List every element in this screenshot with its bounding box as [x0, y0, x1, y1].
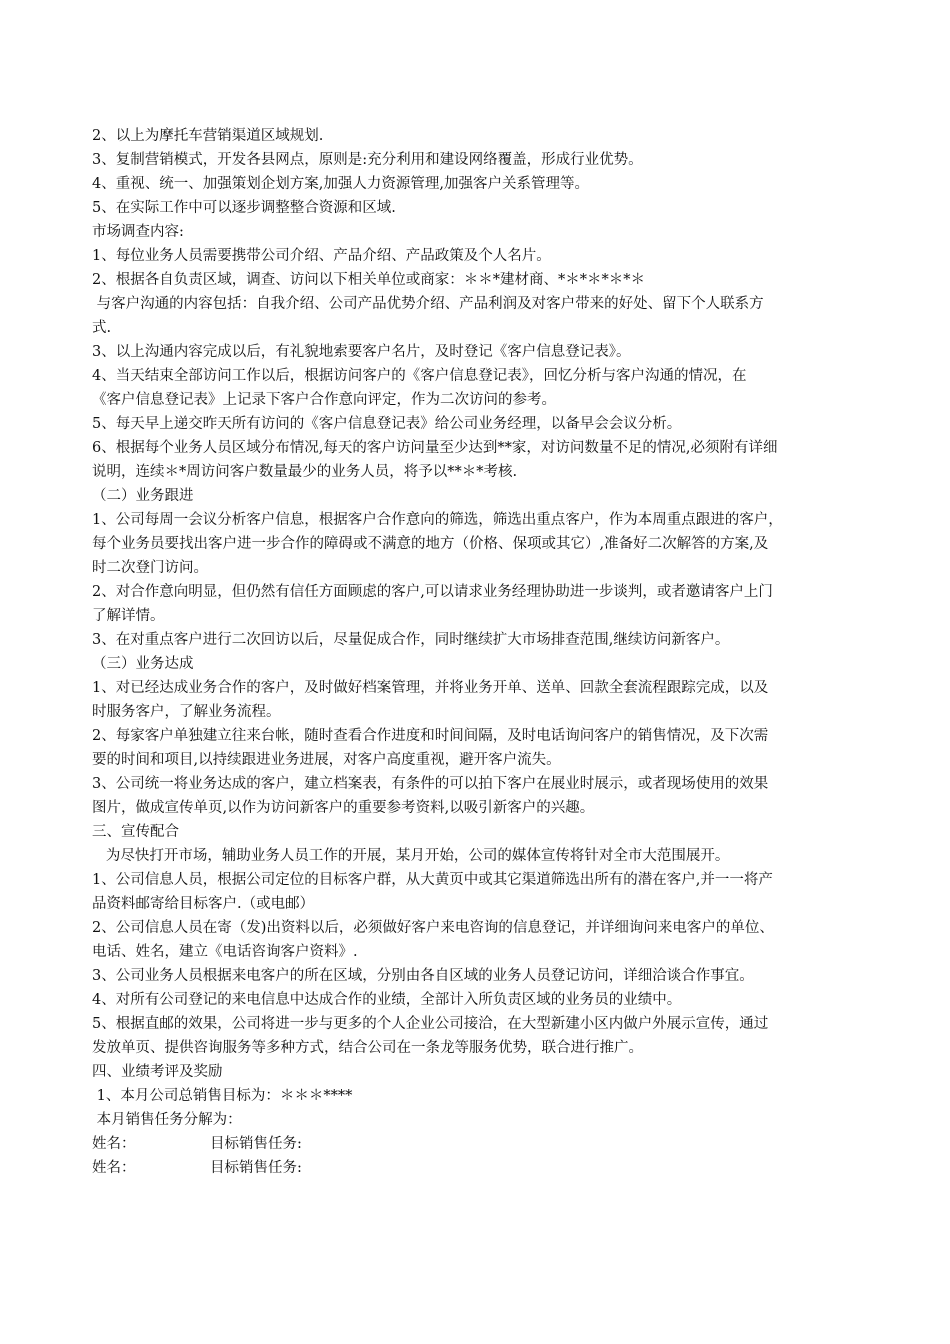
text-line: 式.	[92, 320, 112, 336]
text-line: 4、对所有公司登记的来电信息中达成合作的业绩，全部计入所负责区域的业务员的业绩中。	[92, 992, 682, 1008]
text-line: 5、在实际工作中可以逐步调整整合资源和区域.	[92, 200, 396, 216]
text-line: 1、公司每周一会议分析客户信息，根据客户合作意向的筛选，筛选出重点客户，作为本周重点跟进的客户，	[92, 512, 783, 528]
text-line: 3、以上沟通内容完成以后，有礼貌地索要客户名片，及时登记《客户信息登记表》。	[92, 344, 631, 360]
target-label: 目标销售任务:	[210, 1136, 302, 1152]
text-line: 每个业务员要找出客户进一步合作的障碍或不满意的地方（价格、保项或其它）,准备好二次解答的方案,及	[92, 536, 769, 552]
text-line: 《客户信息登记表》上记录下客户合作意向评定，作为二次访问的参考。	[92, 392, 556, 408]
text-line: 1、每位业务人员需要携带公司介绍、产品介绍、产品政策及个人名片。	[92, 248, 551, 264]
text-line: 5、根据直邮的效果，公司将进一步与更多的个人企业公司接洽，在大型新建小区内做户外展示宣传，通过	[92, 1016, 769, 1032]
text-line: 4、当天结束全部访问工作以后，根据访问客户的《客户信息登记表》，回忆分析与客户沟通的情况，在	[92, 368, 747, 384]
text-line: （二）业务跟进	[92, 488, 194, 504]
text-line: 要的时间和项目,以持续跟进业务进展，对客户高度重视，避开客户流失。	[92, 752, 561, 768]
document-body	[92, 124, 892, 1132]
target-label: 目标销售任务:	[210, 1160, 302, 1176]
name-label: 姓名：	[92, 1136, 136, 1152]
text-line: 1、对已经达成业务合作的客户，及时做好档案管理，并将业务开单、送单、回款全套流程跟踪完成，以及	[92, 680, 769, 696]
text-line: 1、本月公司总销售目标为：＊＊＊****	[92, 1088, 353, 1104]
text-line: 时服务客户，了解业务流程。	[92, 704, 281, 720]
text-line: 4、重视、统一、加强策划企划方案,加强人力资源管理,加强客户关系管理等。	[92, 176, 589, 192]
text-line: 2、每家客户单独建立往来台帐，随时查看合作进度和时间间隔，及时电话询问客户的销售情况，及下次需	[92, 728, 769, 744]
text-line: 四、业绩考评及奖励	[92, 1064, 223, 1080]
text-line: 1、公司信息人员，根据公司定位的目标客户群，从大黄页中或其它渠道筛选出所有的潜在客户,并一一将产	[92, 872, 773, 888]
sales-target-table	[92, 1132, 892, 1180]
text-line: 时二次登门访问。	[92, 560, 208, 576]
text-line: 三、宣传配合	[92, 824, 179, 840]
text-line: 说明，连续＊*周访问客户数量最少的业务人员，将予以**＊*考核.	[92, 464, 518, 480]
text-line: 图片，做成宣传单页,以作为访问新客户的重要参考资料,以吸引新客户的兴趣。	[92, 800, 595, 816]
text-line: 2、以上为摩托车营销渠道区域规划.	[92, 128, 324, 144]
text-line: 市场调查内容:	[92, 224, 184, 240]
text-line: 3、公司业务人员根据来电客户的所在区域，分别由各自区域的业务人员登记访问，详细洽谈合作事宜。	[92, 968, 754, 984]
text-line: 品资料邮寄给目标客户.（或电邮）	[92, 896, 315, 912]
text-line: 3、公司统一将业务达成的客户，建立档案表，有条件的可以拍下客户在展业时展示，或者现场使用的效果	[92, 776, 769, 792]
text-line: 为尽快打开市场，辅助业务人员工作的开展，某月开始，公司的媒体宣传将针对全市大范围展开。	[92, 848, 730, 864]
text-line: 5、每天早上递交昨天所有访问的《客户信息登记表》给公司业务经理，以备早会会议分析。	[92, 416, 682, 432]
text-line: 3、复制营销模式，开发各县网点，原则是:充分利用和建设网络覆盖，形成行业优势。	[92, 152, 643, 168]
text-line: 2、公司信息人员在寄（发)出资料以后，必须做好客户来电咨询的信息登记，并详细询问来电客户的单位、	[92, 920, 774, 936]
name-target-row	[92, 1156, 892, 1180]
text-line: 发放单页、提供咨询服务等多种方式，结合公司在一条龙等服务优势，联合进行推广。	[92, 1040, 643, 1056]
text-line: 电话、姓名，建立《电话咨询客户资料》.	[92, 944, 358, 960]
name-target-row	[92, 1132, 892, 1156]
text-line: 本月销售任务分解为：	[92, 1112, 242, 1128]
text-line: 2、对合作意向明显，但仍然有信任方面顾虑的客户,可以请求业务经理协助进一步谈判，或者邀请客户上门	[92, 584, 773, 600]
text-line: 了解详情。	[92, 608, 165, 624]
name-label: 姓名：	[92, 1160, 136, 1176]
text-line: 与客户沟通的内容包括：自我介绍、公司产品优势介绍、产品利润及对客户带来的好处、留下个人联系方	[92, 296, 764, 312]
text-line: 6、根据每个业务人员区域分布情况,每天的客户访问量至少达到**家，对访问数量不足的情况,必须附有详细	[92, 440, 778, 456]
text-line: 2、根据各自负责区域，调查、访问以下相关单位或商家：＊＊*建材商、*＊*＊*＊*＊	[92, 272, 645, 288]
document-page	[92, 124, 892, 1180]
text-line: （三）业务达成	[92, 656, 194, 672]
text-line: 3、在对重点客户进行二次回访以后，尽量促成合作，同时继续扩大市场排查范围,继续访问新客户。	[92, 632, 730, 648]
